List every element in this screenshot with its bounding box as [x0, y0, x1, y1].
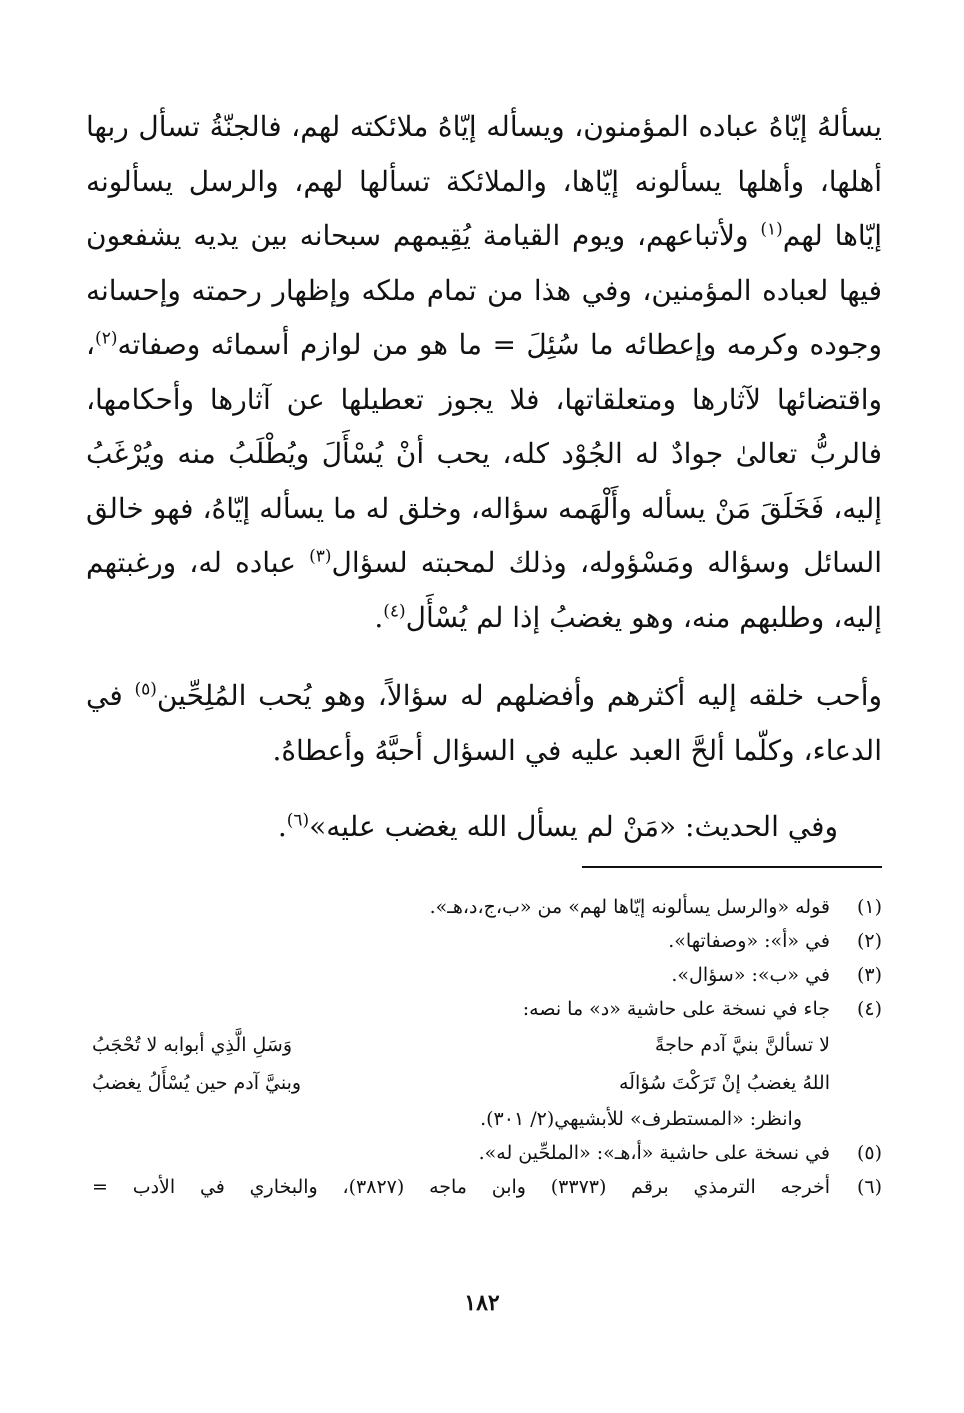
paragraph-2-part-1: وأحب خلقه إليه أكثرهم وأفضلهم له سؤالاً، وهو يُحب المُلِحِّين — [156, 679, 883, 712]
verse-2-first-hemistich: اللهُ يغضبُ إنْ تَرَكْتَ سُؤالَه — [619, 1072, 830, 1094]
paragraph-1-part-5: . — [374, 600, 384, 634]
paragraph-3 — [86, 800, 882, 855]
footnote-number: (٣) — [856, 964, 882, 986]
paragraph-1-part-1: يسألهُ إيّاهُ عباده المؤمنون، ويسأله إيّاهُ ملائكته لهم، فالجنّةُ تسأل ربها أهلها، وأهلها يسألونه إيّاها، والملائكة تسألها لهم، والرسل يسألونه إيّاها لهم — [86, 110, 883, 252]
paragraph-3-part-1: وفي الحديث: «مَنْ لم يسأل الله يغضب عليه» — [309, 810, 838, 843]
paragraph-1-part-2: ولأتباعهم، ويوم القيامة يُقِيمهم سبحانه بين يديه يشفعون فيها لعباده المؤمنين، وفي هذا من تمام ملكه وإظهار رحمته وإحسانه وجوده وكرمه وإعطائه ما سُئِلَ = ما هو من لوازم أسمائه وصفاته — [86, 219, 882, 361]
page-number: ١٨٢ — [464, 1290, 500, 1316]
paragraph-2 — [86, 669, 882, 778]
verse-1-second-hemistich: وَسَلِ الَّذِي أبوابه لا تُحْجَبُ — [92, 1034, 293, 1056]
footnotes — [92, 890, 882, 1204]
verse-line-1 — [92, 1026, 882, 1064]
footnote-text: أخرجه الترمذي برقم (٣٣٧٣) وابن ماجه (٣٨٢٧)، والبخاري في الأدب = — [92, 1176, 830, 1198]
paragraph-1 — [86, 100, 882, 645]
footnote-text: جاء في نسخة على حاشية «د» ما نصه: — [522, 998, 830, 1020]
footnote-text: في «أ»: «وصفاتها». — [668, 930, 830, 952]
footnote-text: في نسخة على حاشية «أ،هـ»: «الملحِّين له». — [478, 1142, 830, 1164]
footnote-4 — [92, 992, 882, 1026]
verse-line-2 — [92, 1064, 882, 1102]
footnote-5 — [92, 1136, 882, 1170]
footnote-6 — [92, 1170, 882, 1204]
paragraph-2-part-2: في الدعاء، وكلّما ألحَّ العبد عليه في السؤال أحبَّهُ وأعطاهُ. — [86, 679, 882, 767]
verse-2-second-hemistich: وبنيَّ آدم حين يُسْأَلُ يغضبُ — [92, 1072, 302, 1094]
footnote-number: (٥) — [856, 1142, 882, 1164]
footnote-separator — [582, 866, 882, 868]
footnote-number: (١) — [856, 896, 882, 918]
footnote-ref-2[interactable]: (٢) — [95, 328, 118, 349]
footnote-text: في «ب»: «سؤال». — [671, 964, 830, 986]
footnote-4-reference: وانظر: «المستطرف» للأبشيهي(٢/ ٣٠١). — [480, 1108, 802, 1130]
paragraph-1-part-4: عباده له، ورغبتهم إليه، وطلبهم منه، وهو يغضبُ إذا لم يُسْأَل — [86, 546, 882, 634]
footnote-ref-5[interactable]: (٥) — [134, 679, 157, 700]
footnote-ref-1[interactable]: (١) — [760, 219, 783, 240]
footnote-number: (٦) — [856, 1176, 882, 1198]
footnote-number: (٤) — [856, 998, 882, 1020]
footnote-ref-3[interactable]: (٣) — [309, 546, 332, 567]
footnote-ref-4[interactable]: (٤) — [383, 601, 406, 622]
paragraph-3-part-2: . — [277, 810, 287, 843]
footnote-2 — [92, 924, 882, 958]
footnote-number: (٢) — [856, 930, 882, 952]
footnote-1 — [92, 890, 882, 924]
main-text — [86, 100, 882, 855]
footnote-ref-6[interactable]: (٦) — [286, 810, 310, 831]
footnote-text: قوله «والرسل يسألونه إيّاها لهم» من «ب،ج،د،هـ». — [429, 896, 830, 918]
verse-1-first-hemistich: لا تسألنَّ بنيَّ آدم حاجةً — [654, 1034, 830, 1056]
paragraph-1-part-3: ، واقتضائها لآثارها ومتعلقاتها، فلا يجوز تعطيلها عن آثارها وأحكامها، فالربُّ تعالىٰ جوادٌ له الجُوْد كله، يحب أنْ يُسْأَلَ ويُطْلَبُ منه ويُرْغَبُ إليه، فَخَلَقَ مَنْ يسأله وأَلْهَمه سؤاله، وخلق له ما يسأله إيّاهُ، فهو خالق السائل وسؤاله ومَسْؤوله، وذلك لمحبته لسؤال — [86, 328, 883, 579]
footnote-3 — [92, 958, 882, 992]
